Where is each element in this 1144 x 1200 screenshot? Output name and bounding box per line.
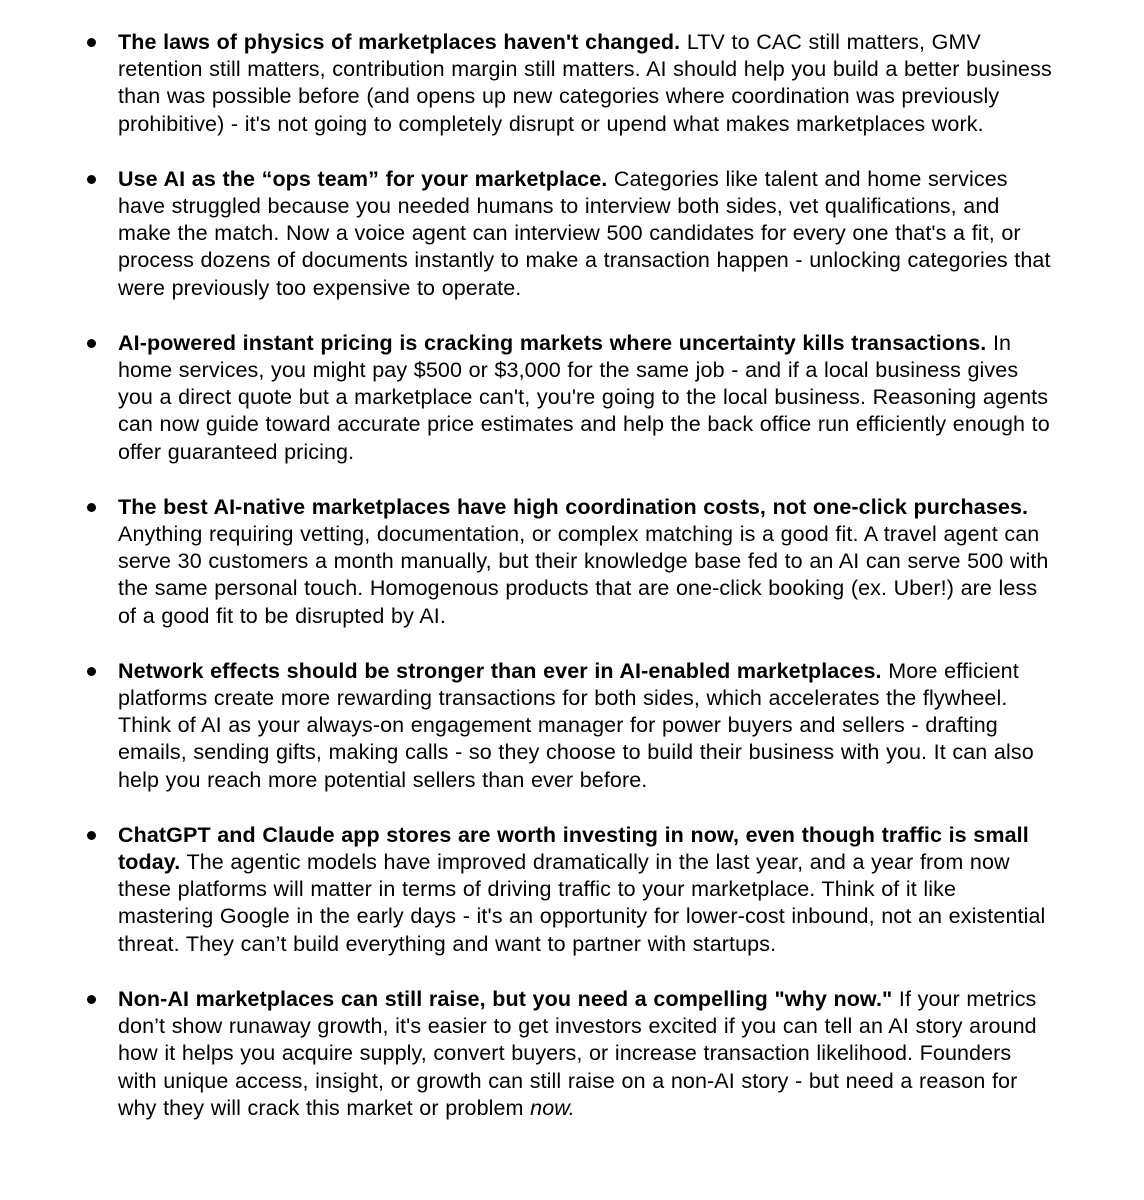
- bullet-lead-text: The laws of physics of marketplaces haven't changed.: [118, 30, 681, 54]
- list-item: [86, 494, 1056, 630]
- bullet-dot-icon: [87, 995, 96, 1004]
- bullet-body-text: More efficient platforms create more rewarding transactions for both sides, which accelerates the flywheel. Think of AI as your always-on engagement manager for power buyers and sellers - drafting emails, sending gifts, making calls - so they choose to build their business with you. It can also help you reach more potential sellers than ever before.: [118, 658, 1034, 792]
- bullet-dot-icon: [87, 667, 96, 676]
- list-item: [86, 29, 1056, 138]
- bullet-lead-text: Non-AI marketplaces can still raise, but you need a compelling "why now.": [118, 986, 893, 1011]
- bullet-dot-icon: [87, 503, 96, 512]
- bullet-body-text: Categories like talent and home services have struggled because you needed humans to interview both sides, vet qualifications, and make the match. Now a voice agent can interview 500 candidates for every one that's a fit, or process dozens of documents instantly to make a transaction happen - unlocking categories that were previously too expensive to operate.: [118, 166, 1051, 300]
- bullet-dot-icon: [87, 339, 96, 348]
- list-item: [86, 166, 1056, 302]
- bullet-italic-text: now.: [530, 1095, 575, 1120]
- bullet-dot-icon: [87, 831, 96, 840]
- list-item: [86, 822, 1056, 958]
- list-item: [86, 658, 1056, 794]
- list-item: [86, 986, 1056, 1122]
- bullet-body-text: LTV to CAC still matters, GMV retention still matters, contribution margin still matters. AI should help you build a better business than was possible before (and opens up new categories where coordination was previously prohibitive) - it's not going to completely disrupt or upend what makes marketplaces work.: [118, 30, 1052, 136]
- bullet-lead-text: ChatGPT and Claude app stores are worth investing in now, even though traffic is small today.: [118, 822, 1029, 875]
- bullet-body-text: In home services, you might pay $500 or $3,000 for the same job - and if a local business gives you a direct quote but a marketplace can't, you're going to the local business. Reasoning agents can now guide toward accurate price estimates and help the back office run efficiently enough to offer guaranteed pricing.: [118, 330, 1050, 464]
- bullet-lead-text: Network effects should be stronger than ever in AI-enabled marketplaces.: [118, 658, 882, 683]
- bullet-dot-icon: [87, 175, 96, 184]
- bullet-list: [86, 29, 1144, 1122]
- bullet-lead-text: AI-powered instant pricing is cracking markets where uncertainty kills transactions.: [118, 330, 987, 355]
- bullet-lead-text: The best AI-native marketplaces have high coordination costs, not one-click purchases.: [118, 494, 1029, 519]
- bullet-body-text: Anything requiring vetting, documentation, or complex matching is a good fit. A travel agent can serve 30 customers a month manually, but their knowledge base fed to an AI can serve 500 with the same personal touch. Homogenous products that are one-click booking (ex. Uber!) are less of a good fit to be disrupted by AI.: [118, 522, 1049, 628]
- bullet-dot-icon: [87, 38, 96, 47]
- bullet-lead-text: Use AI as the “ops team” for your marketplace.: [118, 166, 608, 191]
- list-item: [86, 330, 1056, 466]
- bullet-body-text: If your metrics don’t show runaway growth, it's easier to get investors excited if you can tell an AI story around how it helps you acquire supply, convert buyers, or increase transaction likelihood. Founders with unique access, insight, or growth can still raise on a non-AI story - but need a reason for why they will crack this market or problem: [118, 986, 1037, 1120]
- bullet-body-text: The agentic models have improved dramatically in the last year, and a year from now these platforms will matter in terms of driving traffic to your marketplace. Think of it like mastering Google in the early days - it's an opportunity for lower-cost inbound, not an existential threat. They can’t build everything and want to partner with startups.: [118, 850, 1046, 956]
